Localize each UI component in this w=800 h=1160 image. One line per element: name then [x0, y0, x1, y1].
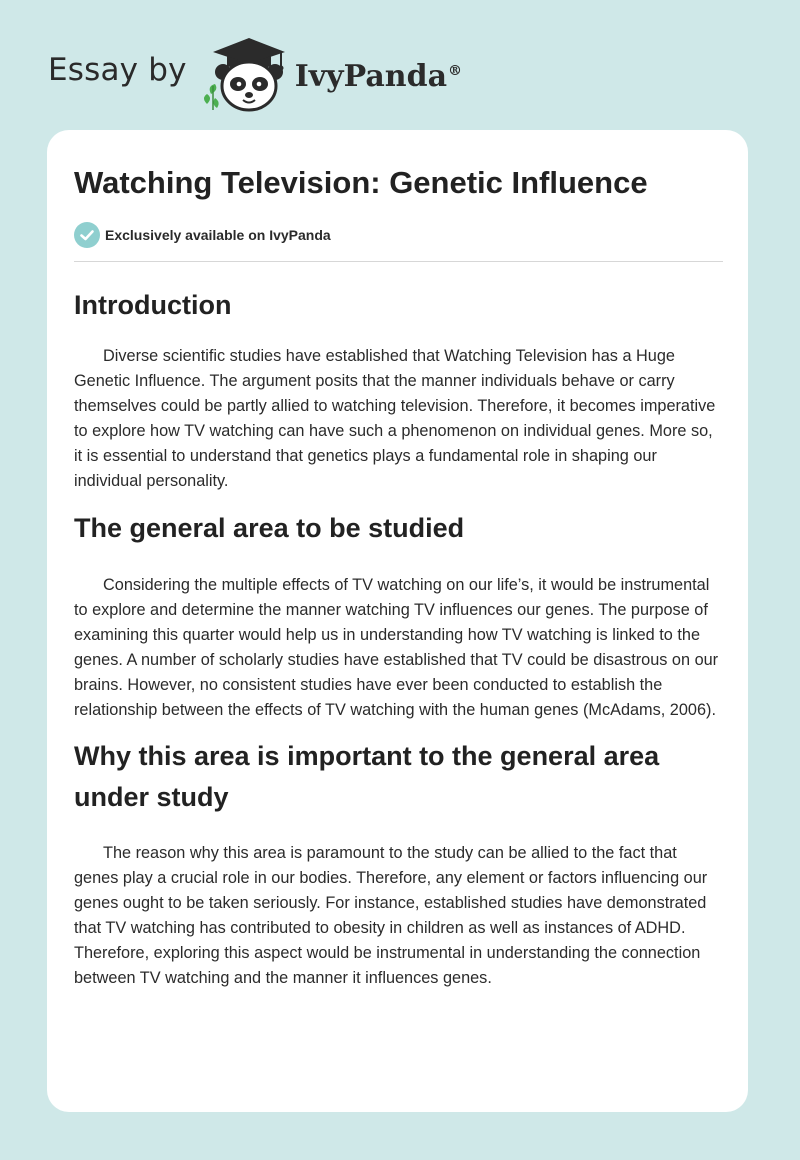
brand-prefix: Essay by [48, 52, 187, 88]
section-heading-importance: Why this area is important to the general area under study [74, 741, 660, 812]
check-circle-icon [74, 222, 100, 248]
section-paragraph-importance: The reason why this area is paramount to the study can be allied to the fact that genes play a crucial role in our bodies. Therefore, any element or factors influencing our genes ought to be taken seriously. For instance, established studies have demonstrated that TV watching has contributed to obesity in children as well as instances of ADHD. Therefore, exploring this aspect would be instrumental in understanding the connection between TV watching and the manner it influences genes. [74, 844, 708, 987]
section-paragraph-introduction: Diverse scientific studies have established that Watching Television has a Huge Genetic Influence. The argument posits that the manner individuals behave or carry themselves could be partly allied to watching television. Therefore, it becomes imperative to explore how TV watching can have such a phenomenon on individual genes. More so, it is essential to understand that genetics plays a fundamental role in shaping our individual personality. [74, 347, 716, 490]
title-divider [74, 261, 723, 262]
registered-mark: ® [448, 62, 463, 79]
brand-name-text: IvyPanda [294, 58, 448, 94]
essay-body [74, 280, 723, 991]
exclusive-badge-text: Exclusively available on IvyPanda [105, 227, 331, 243]
section-heading-general-area: The general area to be studied [74, 513, 465, 543]
essay-card [47, 130, 748, 1112]
brand-name [295, 59, 462, 94]
site-header-logo[interactable] [48, 34, 462, 114]
exclusive-badge [74, 222, 331, 248]
page-title: Watching Television: Genetic Influence [74, 165, 648, 200]
section-paragraph-general-area: Considering the multiple effects of TV watching on our life’s, it would be instrumental to explore and determine the manner watching TV influences our genes. The purpose of examining this quarter would help us in understanding how TV watching is linked to the genes. A number of scholarly studies have established that TV could be disastrous on our brains. However, no consistent studies have ever been conducted to establish the relationship between the effects of TV watching with the human genes (McAdams, 2006). [74, 576, 719, 719]
panda-graduate-icon [201, 34, 293, 114]
section-heading-introduction: Introduction [74, 290, 232, 320]
